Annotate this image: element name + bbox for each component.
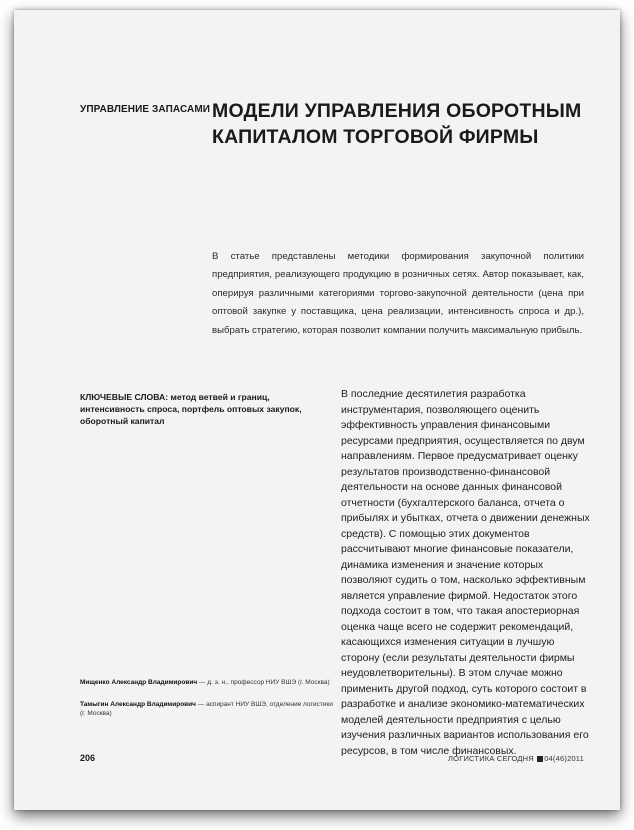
author-name: Тамыгин Александр Владимирович	[80, 701, 196, 708]
article-body: В последние десятилетия разработка инструментария, позволяющего оценить эффективность управления финансовыми ресурсами предприятия, осуществляется по двум направлениям. Первое предусматривает оценку результатов производственно-финансовой деятельности на основе данных финансовой отчетности (бухгалтерского баланса, отчета о прибылях и убытках, отчета о движении денежных средств). С помощью этих документов рассчитывают многие финансовые показатели, динамика изменения и значение которых позволяют судить о том, насколько эффективным является управление фирмой. Недостаток этого подхода состоит в том, что такая апостериорная оценка чаще всего не содержит рекомендаций, касающихся изменения ситуации в лучшую сторону (если результаты деятельности фирмы неудовлетворительны). В этом случае можно применить другой подход, суть которого состоит в разработке и анализе экономико-математических моделей деятельности предприятия с целью изучения различных вариантов использования его ресурсов, в том числе финансовых.	[341, 388, 590, 757]
author-description: — аспирант НИУ ВШЭ, отделение логистики (г. Москва)	[80, 701, 333, 717]
author-description: — д. э. н., профессор НИУ ВШЭ (г. Москва)	[197, 679, 330, 686]
author-name: Мищенко Александр Владимирович	[80, 679, 198, 686]
square-separator-icon	[537, 756, 543, 762]
author-info	[80, 700, 335, 718]
journal-page	[14, 10, 620, 810]
section-label: УПРАВЛЕНИЕ ЗАПАСАМИ	[80, 104, 211, 115]
author-info	[80, 678, 335, 687]
journal-name: ЛОГИСТИКА СЕГОДНЯ	[448, 754, 534, 763]
journal-issue: 04(46)2011	[544, 754, 584, 763]
journal-footer	[448, 754, 584, 763]
keywords: КЛЮЧЕВЫЕ СЛОВА: метод ветвей и границ, интенсивность спроса, портфель оптовых закупок, оборотный капитал	[80, 392, 302, 426]
page-number: 206	[80, 753, 96, 763]
article-title: МОДЕЛИ УПРАВЛЕНИЯ ОБОРОТНЫМ КАПИТАЛОМ ТОРГОВОЙ ФИРМЫ	[212, 100, 582, 148]
article-abstract: В статье представлены методики формирования закупочной политики предприятия, реализующего продукцию в розничных сетях. Автор показывает, как, оперируя различными категориями торгово-закупочной деятельности (цена при оптовой закупке у поставщика, цена реализации, интенсивность спроса и др.), выбрать стратегию, которая позволит компании получить максимальную прибыль.	[212, 251, 584, 336]
